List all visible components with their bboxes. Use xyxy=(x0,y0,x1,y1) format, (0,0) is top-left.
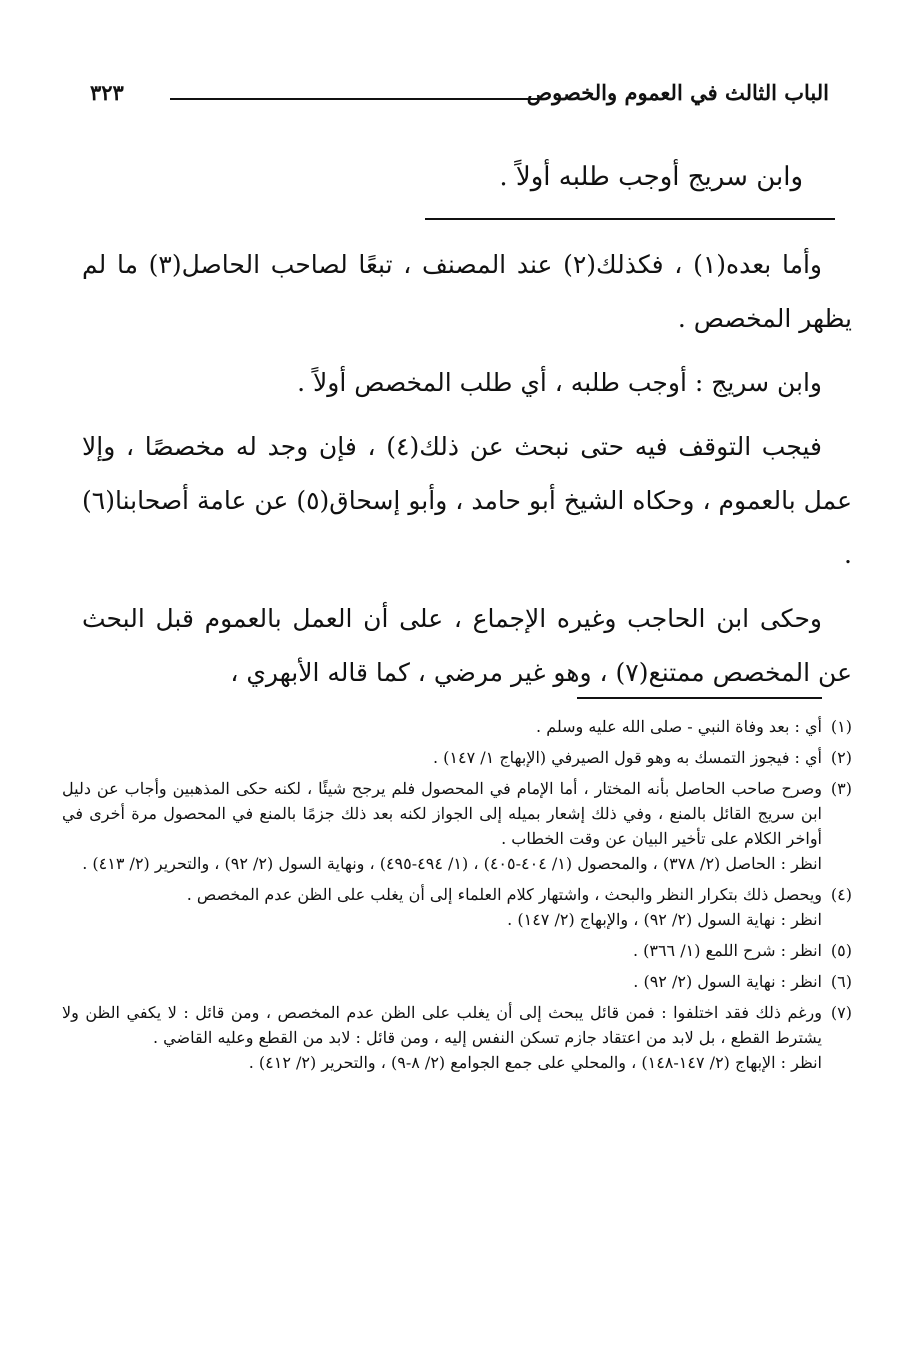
footnote-text: أي : فيجوز التمسك به وهو قول الصيرفي (الإبهاج ١/ ١٤٧) . xyxy=(432,748,822,767)
paragraph: وأما بعده(١) ، فكذلك(٢) عند المصنف ، تبعًا لصاحب الحاصل(٣) ما لم يظهر المخصص . xyxy=(82,250,852,333)
footnote-text: أي : بعد وفاة النبي - صلى الله عليه وسلم . xyxy=(536,717,822,736)
footnote-number: (٤) xyxy=(830,885,852,904)
footnote-reference: انظر : الحاصل (٢/ ٣٧٨) ، والمحصول (١/ ٤٠٤-٤٠٥) ، (١/ ٤٩٤-٤٩٥) ، ونهاية السول (٢/ ٩٢) ، والتحرير (٢/ ٤١٣) . xyxy=(82,854,822,873)
footnote-text: انظر : شرح اللمع (١/ ٣٦٦) . xyxy=(632,941,822,960)
footnote xyxy=(62,938,852,963)
footnote-number: (١) xyxy=(830,717,852,736)
header-rule xyxy=(170,98,542,100)
paragraph: وابن سريج : أوجب طلبه ، أي طلب المخصص أولاً . xyxy=(297,368,822,397)
footnote-number: (٥) xyxy=(830,941,852,960)
footnote xyxy=(62,969,852,994)
paragraph: فيجب التوقف فيه حتى نبحث عن ذلك(٤) ، فإن وجد له مخصصًا ، وإلا عمل بالعموم ، وحكاه الشيخ أبو حامد ، وأبو إسحاق(٥) عن عامة أصحابنا(٦) . xyxy=(82,432,852,569)
footnote xyxy=(62,745,852,770)
footnote xyxy=(62,1000,852,1075)
footnote-text: ورغم ذلك فقد اختلفوا : فمن قائل يبحث إلى أن يغلب على الظن عدم المخصص ، ومن قائل : لا يكفي الظن ولا يشترط القطع ، بل لابد من اعتقاد جازم تسكن النفس إليه ، ومن قائل : لابد من القطع وعليه القاضي . xyxy=(62,1003,822,1047)
footnote-number: (٢) xyxy=(830,748,852,767)
footnote-number: (٣) xyxy=(830,779,852,798)
running-title: الباب الثالث في العموم والخصوص xyxy=(526,80,829,105)
footnote-text: انظر : نهاية السول (٢/ ٩٢) . xyxy=(633,972,822,991)
footnote-number: (٧) xyxy=(830,1003,852,1022)
footnotes xyxy=(62,714,852,1081)
footnote-text: ويحصل ذلك بتكرار النظر والبحث ، واشتهار كلام العلماء إلى أن يغلب على الظن عدم المخصص . xyxy=(186,885,822,904)
matn-rule xyxy=(425,218,835,220)
footnote xyxy=(62,882,852,932)
footnote-number: (٦) xyxy=(830,972,852,991)
footnote-reference: انظر : الإبهاج (٢/ ١٤٧-١٤٨) ، والمحلي على جمع الجوامع (٢/ ٨-٩) ، والتحرير (٢/ ٤١٢) . xyxy=(248,1053,822,1072)
footnote-reference: انظر : نهاية السول (٢/ ٩٢) ، والإبهاج (٢/ ١٤٧) . xyxy=(507,910,822,929)
footnote xyxy=(62,776,852,876)
footnote-text: وصرح صاحب الحاصل بأنه المختار ، أما الإمام في المحصول فلم يرجح شيئًا ، لكنه حكى المذهبين وأجاب عن دليل ابن سريج القائل بالمنع ، وفي ذلك إشعار بميله إلى الجواز لكنه بعد ذلك جزمًا بالمنع في المحصول مرة أخرى في أواخر الكلام على تأخير البيان عن وقت الخطاب . xyxy=(62,779,822,848)
page-number: ٣٢٣ xyxy=(90,80,124,105)
footnote xyxy=(62,714,852,739)
matn-quote: وابن سريج أوجب طلبه أولاً . xyxy=(499,162,803,192)
paragraph: وحكى ابن الحاجب وغيره الإجماع ، على أن العمل بالعموم قبل البحث عن المخصص ممتنع(٧) ، وهو غير مرضي ، كما قاله الأبهري ، xyxy=(82,604,852,687)
footnote-separator xyxy=(577,697,822,699)
commentary-text xyxy=(82,238,852,710)
